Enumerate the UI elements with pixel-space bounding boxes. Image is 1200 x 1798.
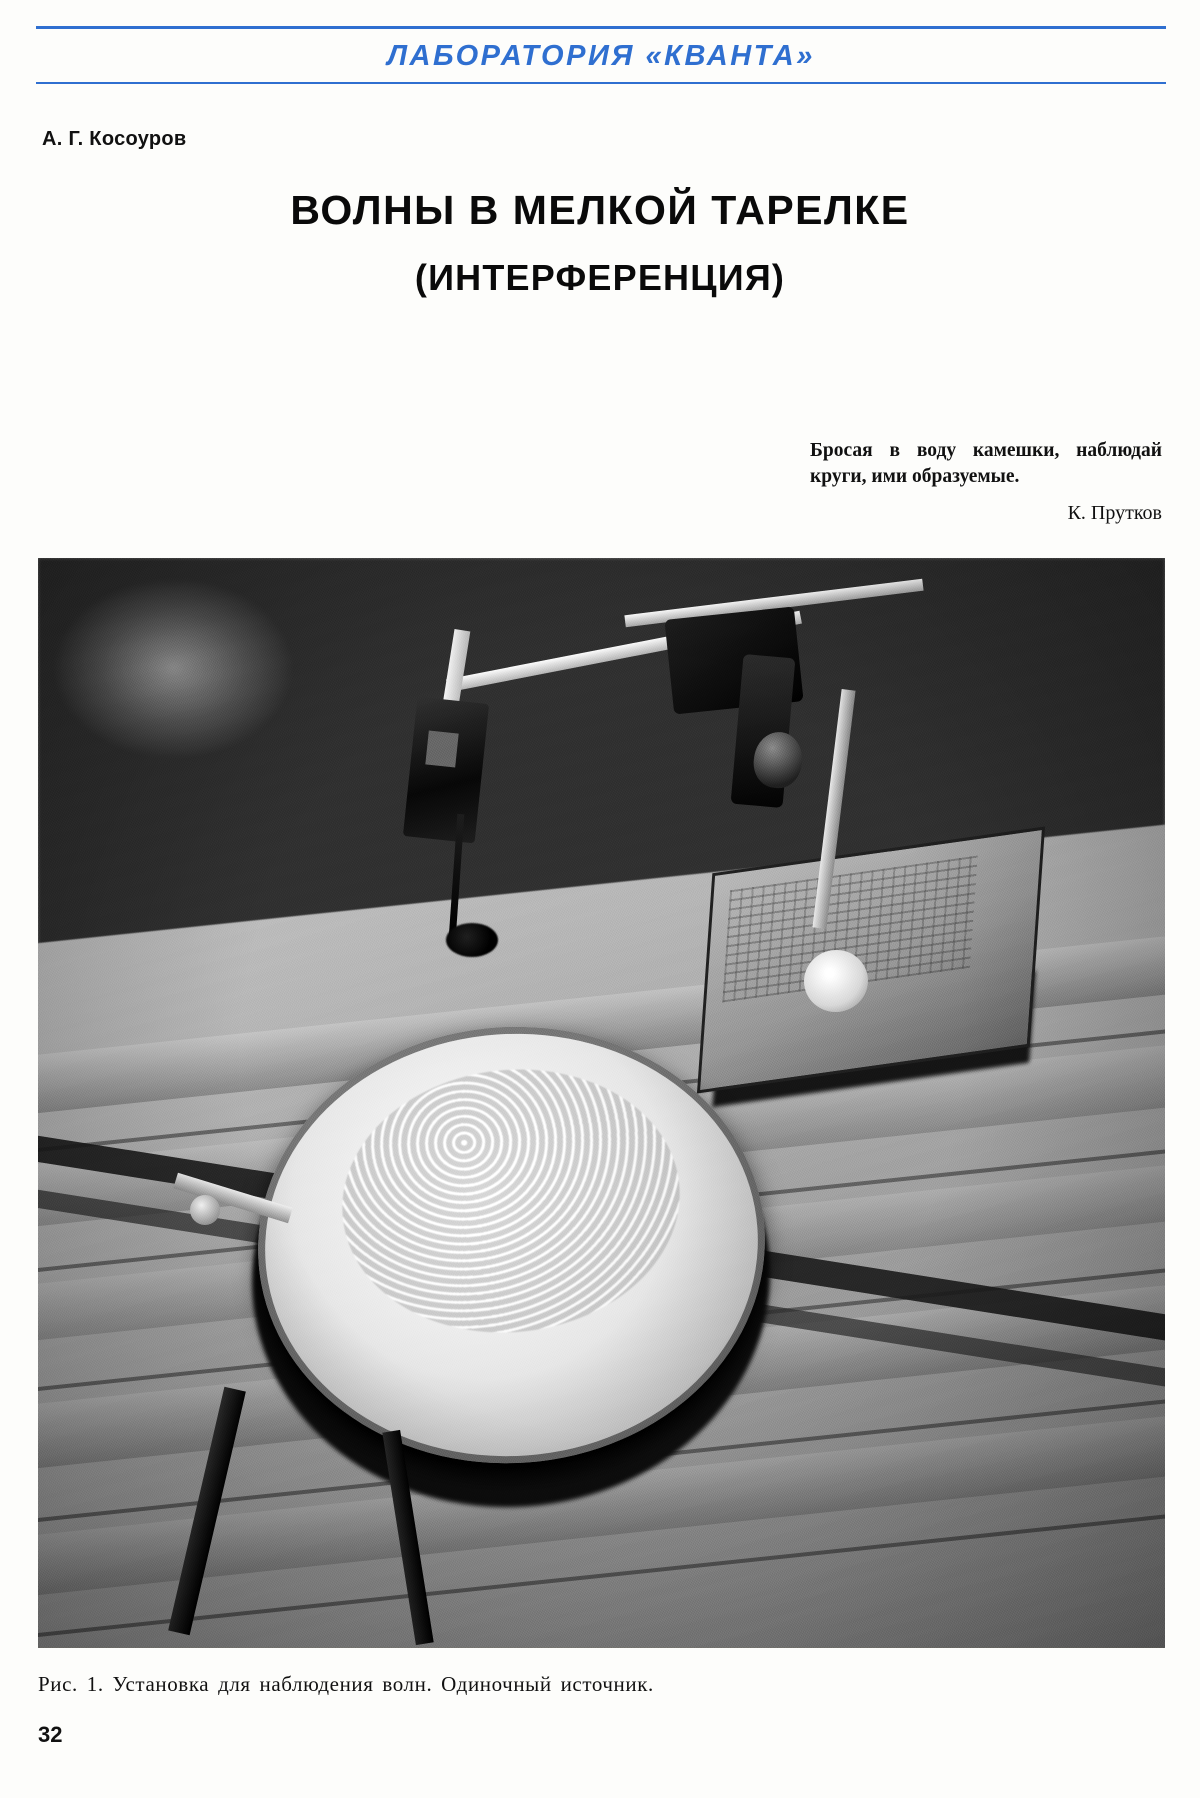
title-line-1: ВОЛНЫ В МЕЛКОЙ ТАРЕЛКЕ [290,187,910,233]
title-line-2: (ИНТЕРФЕРЕНЦИЯ) [414,257,786,298]
needle-tip [446,923,498,957]
figure-photo [38,558,1165,1648]
rubric-title: ЛАБОРАТОРИЯ «КВАНТА» [387,40,815,72]
header-rule-bottom [36,82,1166,84]
vibrator-contact [425,731,458,768]
photo-scene [38,558,1165,1648]
rubric-header [36,26,1166,84]
figure-caption: Рис. 1. Установка для наблюдения волн. Одиночный источник. [38,1672,654,1696]
epigraph-attribution: К. Прутков [1067,501,1162,524]
author-name: А. Г. Косоуров [42,128,187,150]
bench-rod-knob [190,1195,220,1225]
epigraph-text: Бросая в воду камешки, наблюдай круги, ими образуемые. [810,440,1162,487]
page-title [0,187,1200,299]
vibrator-motor [403,696,489,843]
page-number: 32 [38,1722,63,1747]
epigraph [810,438,1162,526]
